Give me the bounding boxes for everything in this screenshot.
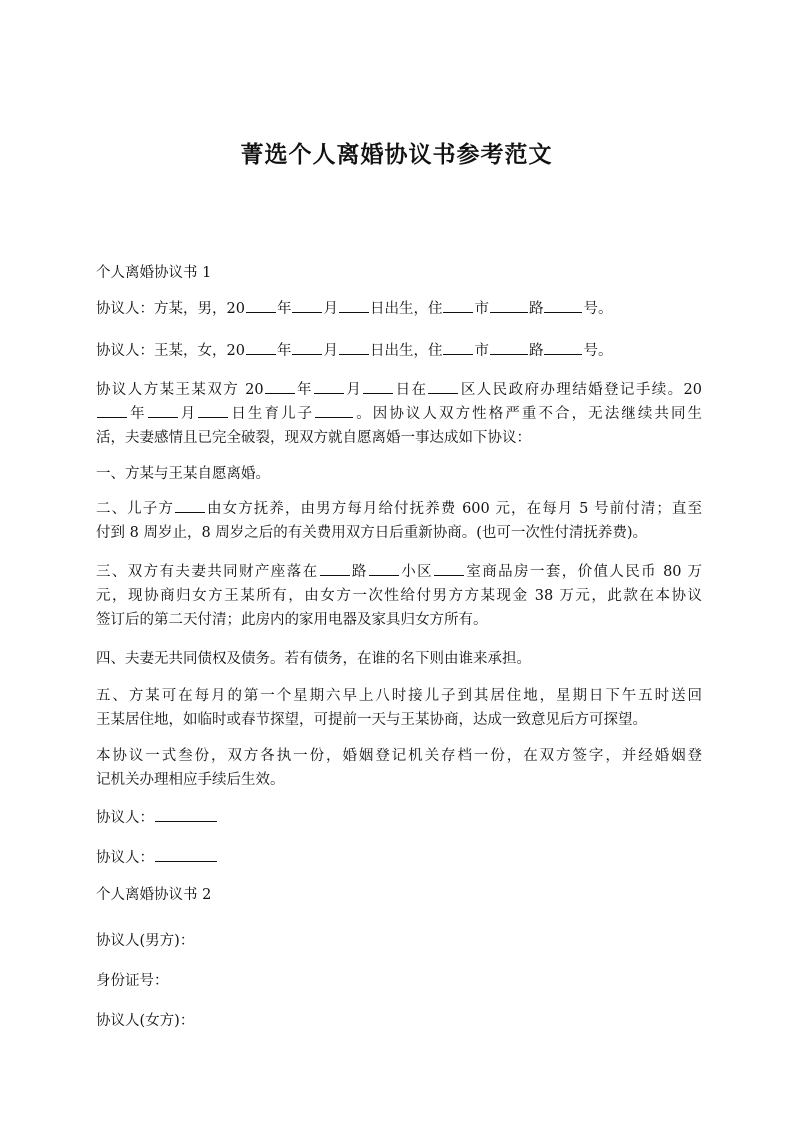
clause-5-line-1: 五、方某可在每月的第一个星期六早上八时接儿子到其居住地，星期日下午五时送回 bbox=[96, 688, 702, 704]
section-heading-2: 个人离婚协议书 2 bbox=[96, 887, 212, 903]
signature-line-1: 协议人： bbox=[96, 806, 702, 830]
effect-line-2: 记机关办理相应手续后生效。 bbox=[96, 772, 285, 788]
clause-3 bbox=[96, 560, 702, 632]
effect-paragraph bbox=[96, 744, 702, 792]
effect-line-1: 本协议一式叁份，双方各执一份，婚姻登记机关存档一份，在双方签字，并经婚姻登 bbox=[96, 748, 702, 764]
party-female-label: 协议人(女方)： bbox=[96, 1013, 195, 1029]
party-line-male: 协议人：方某，男，20 年 月 日出生，住 市 路 号。 bbox=[96, 297, 702, 321]
clause-2-line-1: 二、儿子方 由女方抚养，由男方每月给付抚养费 600 元，在每月 5 号前付清；直至 bbox=[96, 497, 702, 521]
clause-5 bbox=[96, 684, 702, 732]
intro-line-3: 活，夫妻感情且已完全破裂，现双方就自愿离婚一事达成如下协议： bbox=[96, 430, 531, 446]
id-number-label: 身份证号： bbox=[96, 973, 169, 989]
clause-4: 四、夫妻无共同债权及债务。若有债务，在谁的名下则由谁来承担。 bbox=[96, 651, 531, 667]
intro-line-2: 年 月 日生育儿子 。因协议人双方性格严重不合，无法继续共同生 bbox=[96, 402, 702, 426]
clause-5-line-2: 王某居住地，如临时或春节探望，可提前一天与王某协商，达成一致意见后方可探望。 bbox=[96, 712, 647, 728]
signature-line-2: 协议人： bbox=[96, 846, 702, 870]
clause-3-line-1: 三、双方有夫妻共同财产座落在 路 小区 室商品房一套，价值人民币 80 万 bbox=[96, 560, 702, 584]
document-title: 菁选个人离婚协议书参考范文 bbox=[240, 141, 553, 168]
intro-line-1: 协议人方某王某双方 20 年 月 日在 区人民政府办理结婚登记手续。20 bbox=[96, 378, 702, 402]
party-male-label: 协议人(男方)： bbox=[96, 933, 195, 949]
intro-paragraph bbox=[96, 378, 702, 450]
clause-3-line-3: 签订后的第二天付清；此房内的家用电器及家具归女方所有。 bbox=[96, 612, 488, 628]
section-heading-1: 个人离婚协议书 1 bbox=[96, 265, 212, 281]
clause-2-line-2: 付到 8 周岁止，8 周岁之后的有关费用双方日后重新协商。(也可一次性付清抚养费)。 bbox=[96, 525, 648, 541]
clause-2 bbox=[96, 497, 702, 545]
clause-3-line-2: 元，现协商归女方王某所有，由女方一次性给付男方方某现金 38 万元，此款在本协议 bbox=[96, 588, 702, 604]
party-line-female: 协议人：王某，女，20 年 月 日出生，住 市 路 号。 bbox=[96, 339, 702, 363]
clause-1: 一、方某与王某自愿离婚。 bbox=[96, 466, 270, 482]
